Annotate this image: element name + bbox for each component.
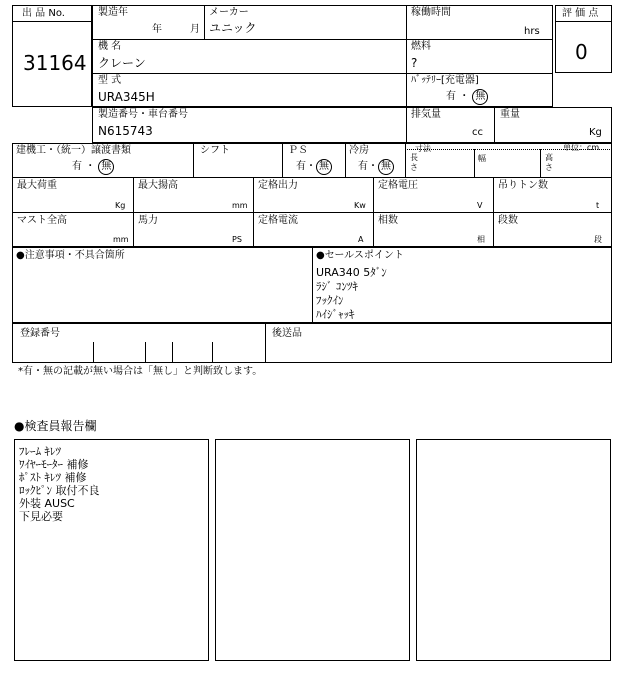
lot-number-label: 出 品 No. (22, 8, 65, 19)
manufacture-year-label: 製造年 (98, 7, 128, 18)
maker-label: メーカー (209, 7, 249, 18)
registration-number-label: 登録番号 (20, 328, 60, 339)
transfer-doc-label: 建機工・（統一）譲渡書類 (16, 145, 131, 156)
max-lift-label: 最大揚高 (138, 180, 178, 191)
shipping-items-label: 後送品 (272, 328, 302, 339)
shift-label: シフト (200, 145, 230, 156)
inspector-report-col-2 (215, 439, 410, 661)
month-unit: 月 (190, 24, 200, 35)
model-name-label: 機 名 (98, 41, 122, 52)
dims-unit: 単位：cm (563, 143, 600, 152)
footnote: *有・無の記載が無い場合は「無し」と判断致します。 (18, 366, 263, 377)
sales-point-line: URA340 5ﾀﾞﾝ (316, 266, 387, 279)
rated-current-unit: A (358, 235, 364, 244)
max-load-label: 最大荷重 (17, 180, 57, 191)
horsepower-unit: PS (232, 235, 242, 244)
yes-option: 有 (72, 161, 82, 172)
separator: ・ (306, 161, 316, 172)
no-option-circled: 無 (472, 89, 488, 105)
width-label: 幅 (478, 154, 486, 163)
report-line: ﾜｲﾔｰﾓｰﾀｰ 補修 (19, 458, 89, 471)
rated-current-label: 定格電流 (258, 215, 298, 226)
fuel-value: ? (411, 56, 418, 70)
stages-label: 段数 (498, 215, 518, 226)
serial-label: 製造番号・車台番号 (98, 109, 188, 120)
yes-option: 有 (296, 161, 306, 172)
maker-value: ユニック (209, 21, 257, 35)
battery-label: ﾊﾞｯﾃﾘｰ[充電器] (411, 75, 479, 86)
displacement-unit: cc (472, 127, 483, 138)
phase-label: 相数 (378, 215, 398, 226)
registration-row (12, 323, 612, 363)
no-option-circled: 無 (378, 159, 394, 175)
cooler-yesno (358, 159, 394, 175)
inspector-report-title: ●検査員報告欄 (14, 419, 97, 433)
phase-unit: 相 (477, 235, 485, 244)
caution-label: ●注意事項・不具合箇所 (16, 250, 125, 261)
lift-ton-label: 吊りトン数 (498, 180, 548, 191)
horsepower-label: 馬力 (138, 215, 158, 226)
sales-point-line: ﾊｲｼﾞｬｯｷ (316, 308, 355, 321)
cooler-label: 冷房 (349, 145, 369, 156)
sales-point-line: ﾌｯｸｲﾝ (316, 294, 344, 307)
transfer-doc-yesno (72, 159, 114, 175)
model-name-value: クレーン (98, 56, 146, 70)
type-label: 型 式 (98, 75, 122, 86)
mast-height-unit: mm (113, 235, 129, 244)
max-lift-unit: mm (232, 201, 248, 210)
separator: ・ (368, 161, 378, 172)
year-unit: 年 (152, 24, 162, 35)
weight-label: 重量 (500, 109, 520, 120)
separator: ・ (459, 91, 470, 102)
yes-option: 有 (358, 161, 368, 172)
dims-label: 寸法 (415, 144, 431, 153)
displacement-label: 排気量 (411, 109, 441, 120)
rated-output-label: 定格出力 (258, 180, 298, 191)
ps-yesno (296, 159, 332, 175)
max-load-unit: Kg (115, 201, 126, 210)
separator: ・ (85, 161, 96, 172)
battery-yesno (446, 89, 488, 105)
lot-number: 31164 (23, 51, 87, 75)
mast-height-label: マスト全高 (17, 215, 67, 226)
yes-option: 有 (446, 91, 456, 102)
type-value: URA345H (98, 90, 155, 104)
ps-label: ＰＳ (288, 145, 308, 156)
report-line: 下見必要 (19, 510, 63, 523)
rated-voltage-label: 定格電圧 (378, 180, 418, 191)
rated-voltage-unit: V (477, 201, 483, 210)
sales-point-label: ●セールスポイント (316, 250, 404, 261)
inspector-report-col-1 (14, 439, 209, 661)
no-option-circled: 無 (316, 159, 332, 175)
score-value: 0 (575, 40, 588, 64)
report-line: ﾎﾟｽﾄ ｷﾚﾂ 補修 (19, 471, 87, 484)
report-line: ﾛｯｸﾋﾟﾝ 取付不良 (19, 484, 100, 497)
report-line: ﾌﾚｰﾑ ｷﾚﾂ (19, 445, 61, 458)
hours-unit: hrs (524, 26, 540, 37)
sales-point-line: ﾗｼﾞ ｺﾝﾂｷ (316, 280, 358, 293)
report-line: 外装 AUSC (19, 497, 75, 510)
fuel-label: 燃料 (411, 41, 431, 52)
serial-value: N615743 (98, 124, 153, 138)
operating-hours-label: 稼働時間 (411, 7, 451, 18)
score-label: 評 価 点 (562, 8, 599, 19)
height-label: 高 さ (545, 153, 553, 172)
rated-output-unit: Kw (354, 201, 366, 210)
lift-ton-unit: t (596, 201, 600, 210)
inspector-report-col-3 (416, 439, 611, 661)
weight-unit: Kg (589, 127, 602, 138)
length-label: 長 さ (410, 153, 418, 172)
stages-unit: 段 (594, 235, 602, 244)
no-option-circled: 無 (98, 159, 114, 175)
